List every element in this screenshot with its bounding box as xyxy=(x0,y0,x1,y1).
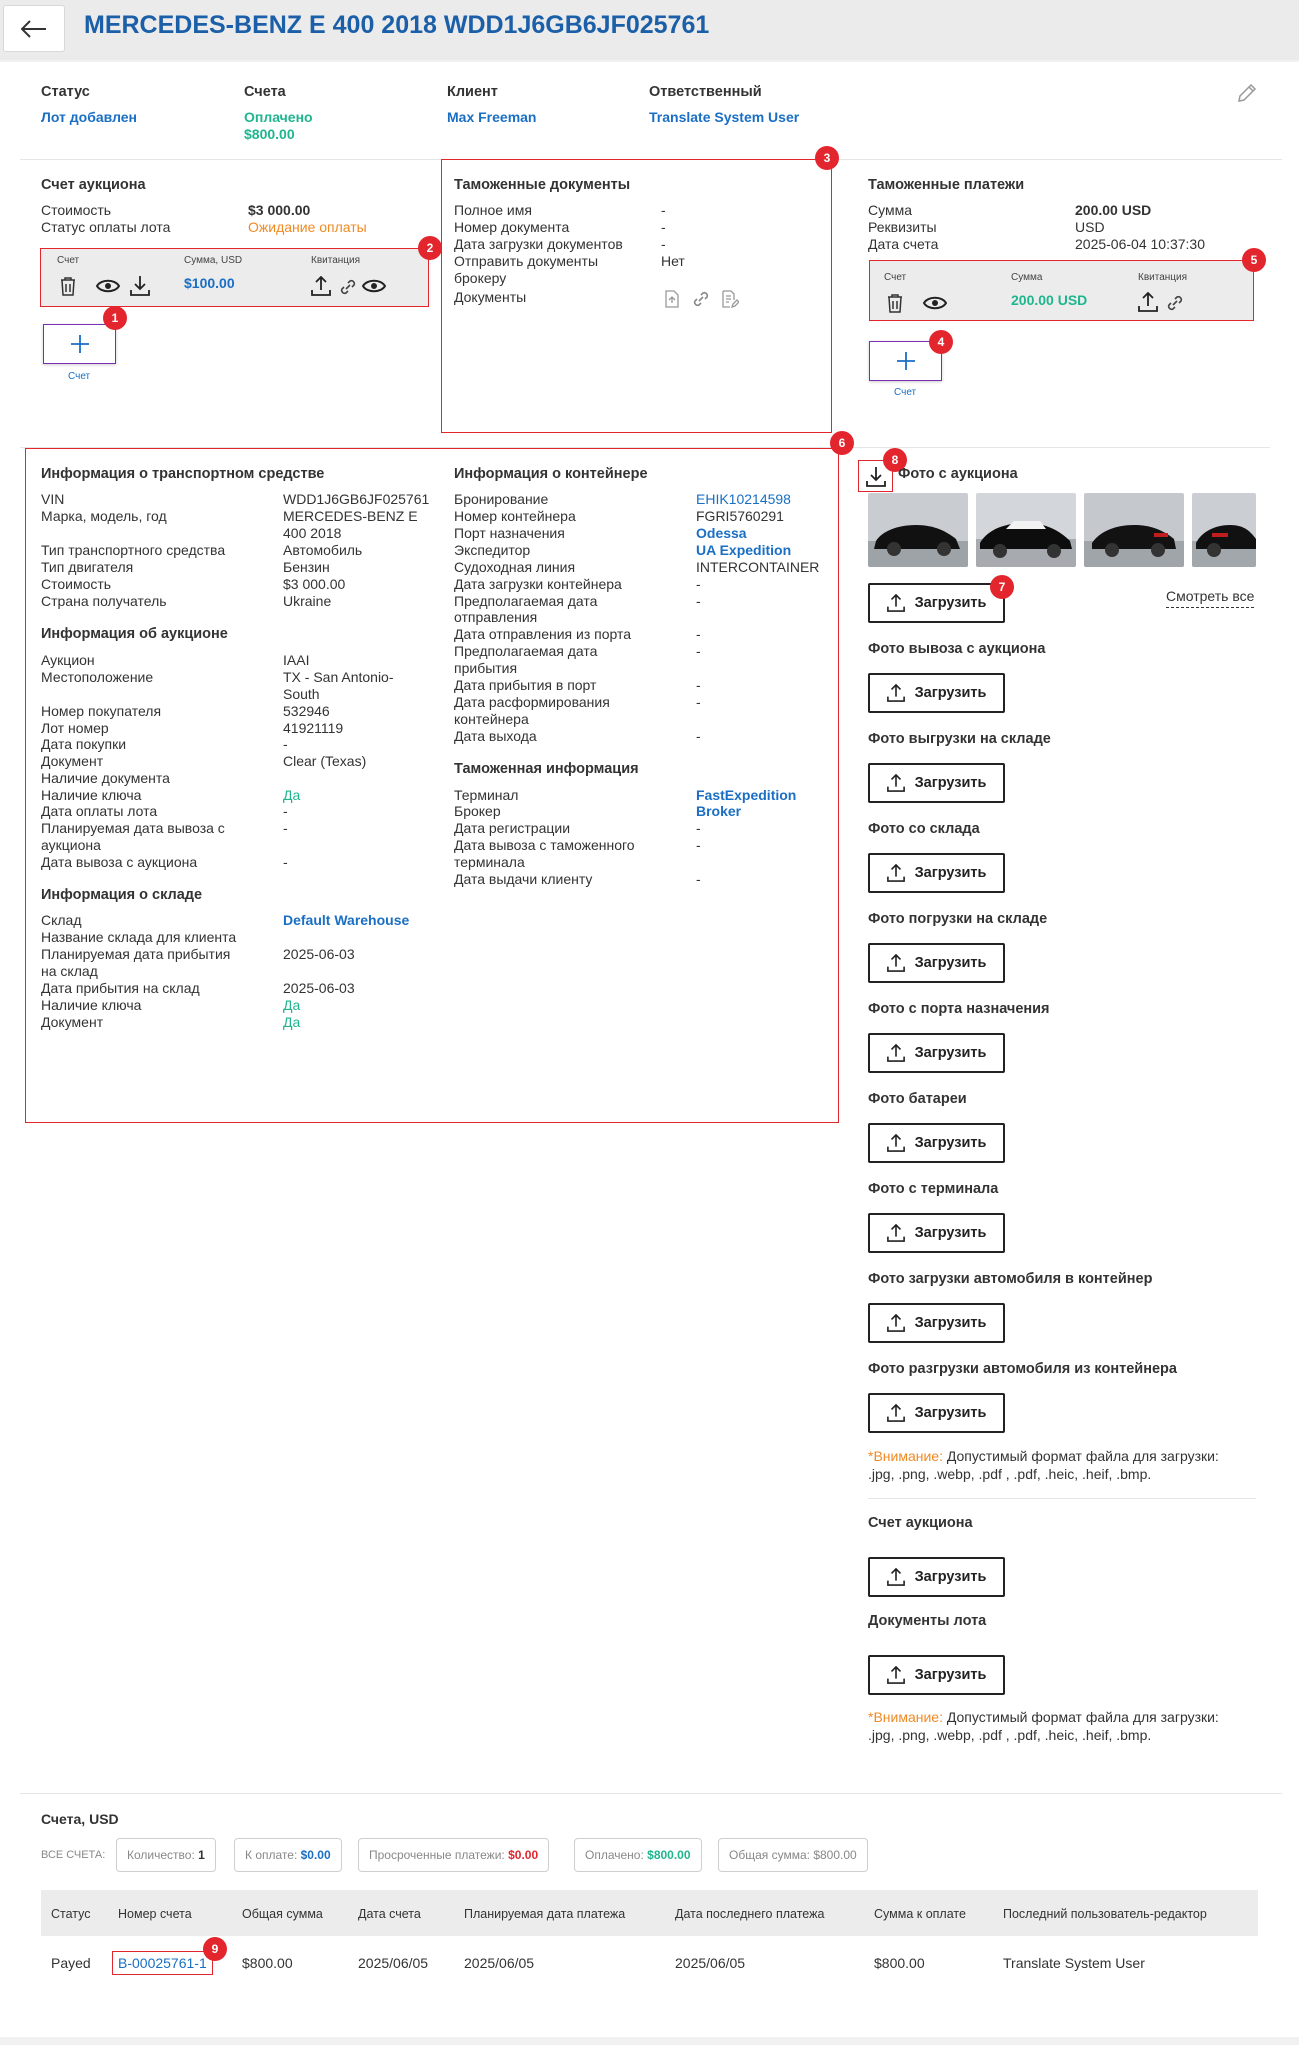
wh-document-value: Да xyxy=(283,1014,301,1030)
container-number-label: Номер контейнера xyxy=(454,508,576,524)
doc-number-label: Номер документа xyxy=(454,219,570,235)
overdue-chip xyxy=(358,1838,549,1872)
photo-section-title: Фото батареи xyxy=(868,1091,967,1107)
booking-label: Бронирование xyxy=(454,491,549,507)
link-icon[interactable] xyxy=(692,290,710,308)
th-last-payment: Дата последнего платежа xyxy=(675,1907,825,1921)
invoice-date-label: Дата счета xyxy=(868,236,939,252)
link-icon[interactable] xyxy=(1166,294,1184,312)
link-icon[interactable] xyxy=(339,278,357,296)
row-planned-date: 2025/06/05 xyxy=(464,1955,535,1971)
car-photo-image xyxy=(1192,493,1256,567)
sum-value: 200.00 USD xyxy=(1075,202,1152,218)
customs-info-title: Таможенная информация xyxy=(454,761,639,777)
upload-label: Загрузить xyxy=(914,595,987,611)
chip-value: $800.00 xyxy=(813,1848,857,1862)
marker-badge-4: 4 xyxy=(929,330,953,354)
wh-key-label: Наличие ключа xyxy=(41,997,142,1013)
upload-button[interactable] xyxy=(868,1033,1005,1073)
planned-pickup-value: - xyxy=(283,820,288,836)
invoices-table-title: Счета, USD xyxy=(41,1811,119,1827)
doc-upload-icon[interactable] xyxy=(664,290,680,308)
make-model-value: MERCEDES-BENZ E xyxy=(283,508,418,524)
upload-label: Загрузить xyxy=(914,775,987,791)
notice-text: Допустимый формат файла для загрузки: xyxy=(946,1448,1219,1464)
purchase-date-value: - xyxy=(283,736,288,752)
th-invoice-date: Дата счета xyxy=(358,1907,421,1921)
vin-value: WDD1J6GB6JF025761 xyxy=(283,491,430,507)
lot-number-label: Лот номер xyxy=(41,720,109,736)
pickup-date-label: Дата вывоза с аукциона xyxy=(41,854,198,870)
upload-label: Загрузить xyxy=(914,1667,987,1683)
photo-section-title: Фото погрузки на складе xyxy=(868,911,1048,927)
status-label: Статус xyxy=(41,84,90,100)
upload-button[interactable] xyxy=(868,853,1005,893)
handover-date-label: Дата выдачи клиенту xyxy=(454,871,593,887)
location-label: Местоположение xyxy=(41,669,154,685)
car-photo-image xyxy=(1084,493,1184,567)
planned-arrival-label: Планируемая дата прибытия xyxy=(41,946,231,962)
booking-link[interactable]: EHIK10214598 xyxy=(696,491,791,507)
est-departure-label-2: отправления xyxy=(454,609,538,625)
row-last-payment: 2025/06/05 xyxy=(675,1955,746,1971)
planned-pickup-label: Планируемая дата вывоза с xyxy=(41,820,225,836)
auction-info-title: Информация об аукционе xyxy=(41,626,228,642)
registration-date-label: Дата регистрации xyxy=(454,820,571,836)
upload-button[interactable] xyxy=(868,1393,1005,1433)
send-docs-label-2: брокеру xyxy=(454,270,507,286)
upload-button[interactable] xyxy=(868,1303,1005,1343)
est-arrival-value: - xyxy=(696,643,701,659)
upload-label: Загрузить xyxy=(914,955,987,971)
engine-type-value: Бензин xyxy=(283,559,330,575)
auction-invoice-title: Счет аукциона xyxy=(41,177,146,193)
broker-link[interactable]: Broker xyxy=(696,803,742,819)
customs-docs-title: Таможенные документы xyxy=(454,177,631,193)
terminal-exit-label-2: терминала xyxy=(454,854,525,870)
upload-label: Загрузить xyxy=(914,685,987,701)
col-invoice-label: Счет xyxy=(884,272,907,283)
shipping-line-label: Судоходная линия xyxy=(454,559,576,575)
photo-section-title: Фото разгрузки автомобиля из контейнера xyxy=(868,1361,1177,1377)
plus-icon xyxy=(896,351,916,371)
vehicle-cost-label: Стоимость xyxy=(41,576,112,592)
col-receipt-label: Квитанция xyxy=(1138,272,1188,283)
lot-docs-title: Документы лота xyxy=(868,1613,987,1629)
marker-badge-3: 3 xyxy=(815,146,839,170)
responsible-label: Ответственный xyxy=(649,84,762,100)
location-value: TX - San Antonio- xyxy=(283,669,394,685)
key-presence-label: Наличие ключа xyxy=(41,787,142,803)
count-chip xyxy=(116,1838,216,1872)
planned-arrival-value: 2025-06-03 xyxy=(283,946,355,962)
notice-prefix: *Внимание: xyxy=(868,1709,943,1725)
arrow-left-icon xyxy=(21,20,47,38)
to-pay-chip xyxy=(234,1838,342,1872)
upload-icon xyxy=(887,684,905,702)
marker-badge-9: 9 xyxy=(203,1937,227,1961)
lot-pay-date-value: - xyxy=(283,803,288,819)
eye-icon[interactable] xyxy=(96,278,120,294)
upload-icon xyxy=(887,1134,905,1152)
chip-label: Количество: xyxy=(127,1848,195,1862)
document-value: Clear (Texas) xyxy=(283,753,367,769)
document-presence-label: Наличие документа xyxy=(41,770,170,786)
upload-icon xyxy=(887,1666,905,1684)
notice-text: Допустимый формат файла для загрузки: xyxy=(946,1709,1219,1725)
auction-label: Аукцион xyxy=(41,652,95,668)
vehicle-type-value: Автомобиль xyxy=(283,542,363,558)
vehicle-type-label: Тип транспортного средства xyxy=(41,542,226,558)
th-status: Статус xyxy=(51,1907,91,1921)
cost-label: Стоимость xyxy=(41,202,112,218)
upload-button[interactable] xyxy=(868,673,1005,713)
registration-date-value: - xyxy=(696,820,701,836)
col-invoice-label: Счет xyxy=(57,255,80,266)
unpack-date-label: Дата расформирования xyxy=(454,694,610,710)
upload-button[interactable] xyxy=(868,943,1005,983)
terminal-exit-value: - xyxy=(696,837,701,853)
port-arrival-label: Дата прибытия в порт xyxy=(454,677,597,693)
lot-number-value: 41921119 xyxy=(283,720,344,736)
invoices-status: Оплачено xyxy=(244,109,313,125)
row-amount-due: $800.00 xyxy=(874,1955,925,1971)
upload-icon xyxy=(887,954,905,972)
col-amount-label: Сумма xyxy=(1011,272,1043,283)
client-warehouse-label: Название склада для клиента xyxy=(41,929,237,945)
upload-lot-docs-button[interactable] xyxy=(868,1655,1005,1695)
shipping-line-value: INTERCONTAINER xyxy=(696,559,820,575)
doc-edit-icon[interactable] xyxy=(721,290,739,308)
trash-icon[interactable] xyxy=(59,276,77,296)
exit-date-label: Дата выхода xyxy=(454,728,537,744)
arrival-date-value: 2025-06-03 xyxy=(283,980,355,996)
forwarder-link[interactable]: UA Expedition xyxy=(696,542,792,558)
auction-photo-2[interactable] xyxy=(976,493,1076,567)
container-number-value: FGRI5760291 xyxy=(696,508,784,524)
col-receipt-label: Квитанция xyxy=(311,255,361,266)
location-value-2: South xyxy=(283,686,320,702)
terminal-label: Терминал xyxy=(454,787,519,803)
chip-value: 1 xyxy=(198,1848,205,1862)
upload-icon xyxy=(887,1568,905,1586)
chip-label: Просроченные платежи: xyxy=(369,1848,505,1862)
cost-value: $3 000.00 xyxy=(248,202,311,218)
warehouse-info-title: Информация о складе xyxy=(41,887,203,903)
notice-prefix: *Внимание: xyxy=(868,1448,943,1464)
divider xyxy=(868,1498,1256,1499)
est-arrival-label-2: прибытия xyxy=(454,660,518,676)
departure-date-label: Дата отправления из порта xyxy=(454,626,632,642)
terminal-exit-label: Дата вывоза с таможенного xyxy=(454,837,635,853)
download-icon xyxy=(866,466,886,487)
upload-label: Загрузить xyxy=(914,1405,987,1421)
upload-icon xyxy=(887,864,905,882)
loading-date-value: - xyxy=(696,576,701,592)
port-link[interactable]: Odessa xyxy=(696,525,747,541)
chip-value: $0.00 xyxy=(508,1848,539,1862)
document-label: Документ xyxy=(41,753,104,769)
th-amount-due: Сумма к оплате xyxy=(874,1907,966,1921)
purchase-date-label: Дата покупки xyxy=(41,736,127,752)
full-name-label: Полное имя xyxy=(454,202,532,218)
key-presence-value: Да xyxy=(283,787,301,803)
exit-date-value: - xyxy=(696,728,701,744)
notice-formats: .jpg, .png, .webp, .pdf , .pdf, .heic, .heif, .bmp. xyxy=(868,1727,1152,1743)
invoice-number-link[interactable]: B-00025761-1 xyxy=(112,1951,213,1975)
row-status: Payed xyxy=(51,1955,91,1971)
upload-icon[interactable] xyxy=(311,276,331,296)
broker-label: Брокер xyxy=(454,803,501,819)
marker-badge-6: 6 xyxy=(830,431,854,455)
upload-icon xyxy=(887,1224,905,1242)
vehicle-cost-value: $3 000.00 xyxy=(283,576,346,592)
th-invoice-number: Номер счета xyxy=(118,1907,192,1921)
format-notice xyxy=(868,1709,1219,1726)
back-button[interactable] xyxy=(3,5,65,52)
client-label: Клиент xyxy=(447,84,498,100)
upload-button[interactable] xyxy=(868,1123,1005,1163)
upload-icon xyxy=(887,594,905,612)
all-invoices-label: ВСЕ СЧЕТА: xyxy=(41,1849,106,1861)
plus-icon xyxy=(70,334,90,354)
upload-auction-photos-button[interactable] xyxy=(868,583,1005,623)
forwarder-label: Экспедитор xyxy=(454,542,531,558)
container-info-title: Информация о контейнере xyxy=(454,466,648,482)
auction-photo-1[interactable] xyxy=(868,493,968,567)
total-chip xyxy=(718,1838,868,1872)
est-arrival-label: Предполагаемая дата xyxy=(454,643,598,659)
auction-photo-3[interactable] xyxy=(1084,493,1184,567)
warehouse-link[interactable]: Default Warehouse xyxy=(283,912,410,928)
planned-pickup-label-2: аукциона xyxy=(41,837,101,853)
trash-icon[interactable] xyxy=(886,293,904,313)
customs-payment-panel xyxy=(869,260,1254,321)
upload-label: Загрузить xyxy=(914,1135,987,1151)
unpack-date-label-2: контейнера xyxy=(454,711,529,727)
handover-date-value: - xyxy=(696,871,701,887)
port-label: Порт назначения xyxy=(454,525,565,541)
country-value: Ukraine xyxy=(283,593,332,609)
send-docs-value: Нет xyxy=(661,253,685,269)
photo-section-title: Фото загрузки автомобиля в контейнер xyxy=(868,1271,1153,1287)
unpack-date-value: - xyxy=(696,694,701,710)
th-total: Общая сумма xyxy=(242,1907,323,1921)
photo-section-title: Фото выгрузки на складе xyxy=(868,731,1051,747)
customs-payments-title: Таможенные платежи xyxy=(868,177,1025,193)
doc-upload-date-label: Дата загрузки документов xyxy=(454,236,623,252)
photo-section-title: Фото со склада xyxy=(868,821,980,837)
add-customs-invoice-label: Счет xyxy=(894,387,917,398)
pencil-icon xyxy=(1236,82,1258,104)
add-invoice-button[interactable] xyxy=(43,324,116,364)
est-departure-label: Предполагаемая дата xyxy=(454,593,598,609)
port-arrival-value: - xyxy=(696,677,701,693)
auction-invoice-amount: $100.00 xyxy=(184,275,235,291)
upload-button[interactable] xyxy=(868,1213,1005,1253)
responsible-link[interactable]: Translate System User xyxy=(649,109,800,125)
requisites-value: USD xyxy=(1075,219,1105,235)
chip-label: Общая сумма: xyxy=(729,1848,810,1862)
eye-icon[interactable] xyxy=(362,278,386,294)
auction-value: IAAI xyxy=(283,652,310,668)
planned-arrival-label-2: на склад xyxy=(41,963,98,979)
upload-icon xyxy=(887,1044,905,1062)
upload-icon xyxy=(887,1314,905,1332)
photo-section-title: Фото с терминала xyxy=(868,1181,999,1197)
col-amount-label: Сумма, USD xyxy=(184,255,243,266)
marker-badge-2: 2 xyxy=(418,236,442,260)
divider xyxy=(20,1793,1282,1794)
auction-photo-4[interactable] xyxy=(1192,493,1256,567)
add-invoice-label: Счет xyxy=(68,371,91,382)
marker-badge-7: 7 xyxy=(990,575,1014,599)
doc-upload-date-value: - xyxy=(661,236,666,252)
auction-photos-title: Фото с аукциона xyxy=(898,466,1018,482)
upload-button[interactable] xyxy=(868,763,1005,803)
warehouse-label: Склад xyxy=(41,912,82,928)
doc-number-value: - xyxy=(661,219,666,235)
invoice-date-value: 2025-06-04 10:37:30 xyxy=(1075,236,1205,252)
th-planned-date: Планируемая дата платежа xyxy=(464,1907,626,1921)
car-photo-image xyxy=(976,493,1076,567)
row-last-editor: Translate System User xyxy=(1003,1955,1145,1971)
page-title: MERCEDES-BENZ E 400 2018 WDD1J6GB6JF025761 xyxy=(84,11,710,39)
documents-label: Документы xyxy=(454,289,527,305)
loading-date-label: Дата загрузки контейнера xyxy=(454,576,622,592)
auction-invoice-docs-title: Счет аукциона xyxy=(868,1515,973,1531)
upload-auction-invoice-button[interactable] xyxy=(868,1557,1005,1597)
make-model-value-2: 400 2018 xyxy=(283,525,342,541)
marker-badge-1: 1 xyxy=(103,306,127,330)
see-all-link[interactable]: Смотреть все xyxy=(1166,588,1254,608)
upload-label: Загрузить xyxy=(914,1569,987,1585)
th-last-editor: Последний пользователь-редактор xyxy=(1003,1907,1207,1921)
pay-status-value: Ожидание оплаты xyxy=(248,219,367,235)
status-value: Лот добавлен xyxy=(41,109,138,125)
row-total: $800.00 xyxy=(242,1955,293,1971)
chip-label: Оплачено: xyxy=(585,1848,644,1862)
invoices-label: Счета xyxy=(244,84,286,100)
marker-badge-8: 8 xyxy=(883,448,907,472)
format-notice xyxy=(868,1448,1219,1465)
customs-payment-amount: 200.00 USD xyxy=(1011,292,1088,308)
row-invoice-date: 2025/06/05 xyxy=(358,1955,429,1971)
eye-icon[interactable] xyxy=(923,295,947,311)
arrival-date-label: Дата прибытия на склад xyxy=(41,980,200,996)
marker-badge-5: 5 xyxy=(1242,248,1266,272)
invoices-amount: $800.00 xyxy=(244,126,295,142)
send-docs-label: Отправить документы xyxy=(454,253,599,269)
chip-label: К оплате: xyxy=(245,1848,298,1862)
sum-label: Сумма xyxy=(868,202,912,218)
client-link[interactable]: Max Freeman xyxy=(447,109,537,125)
vehicle-info-title: Информация о транспортном средстве xyxy=(41,466,325,482)
terminal-link[interactable]: FastExpedition xyxy=(696,787,797,803)
upload-label: Загрузить xyxy=(914,1225,987,1241)
full-name-value: - xyxy=(661,202,666,218)
requisites-label: Реквизиты xyxy=(868,219,937,235)
upload-icon xyxy=(887,1404,905,1422)
buyer-number-label: Номер покупателя xyxy=(41,703,162,719)
pay-status-label: Статус оплаты лота xyxy=(41,219,171,235)
upload-label: Загрузить xyxy=(914,1045,987,1061)
download-icon[interactable] xyxy=(130,275,150,296)
photo-section-title: Фото с порта назначения xyxy=(868,1001,1050,1017)
wh-document-label: Документ xyxy=(41,1014,104,1030)
notice-formats: .jpg, .png, .webp, .pdf , .pdf, .heic, .heif, .bmp. xyxy=(868,1466,1152,1482)
chip-value: $0.00 xyxy=(300,1848,331,1862)
edit-button[interactable] xyxy=(1236,82,1258,108)
vin-label: VIN xyxy=(41,491,65,507)
car-photo-image xyxy=(868,493,968,567)
lot-pay-date-label: Дата оплаты лота xyxy=(41,803,158,819)
buyer-number-value: 532946 xyxy=(283,703,330,719)
est-departure-value: - xyxy=(696,593,701,609)
photo-section-title: Фото вывоза с аукциона xyxy=(868,641,1046,657)
chip-value: $800.00 xyxy=(647,1848,691,1862)
upload-label: Загрузить xyxy=(914,1315,987,1331)
upload-icon xyxy=(887,774,905,792)
wh-key-value: Да xyxy=(283,997,301,1013)
upload-icon[interactable] xyxy=(1138,292,1158,312)
country-label: Страна получатель xyxy=(41,593,167,609)
make-model-label: Марка, модель, год xyxy=(41,508,167,524)
upload-label: Загрузить xyxy=(914,865,987,881)
engine-type-label: Тип двигателя xyxy=(41,559,134,575)
paid-chip xyxy=(574,1838,702,1872)
pickup-date-value: - xyxy=(283,854,288,870)
departure-date-value: - xyxy=(696,626,701,642)
